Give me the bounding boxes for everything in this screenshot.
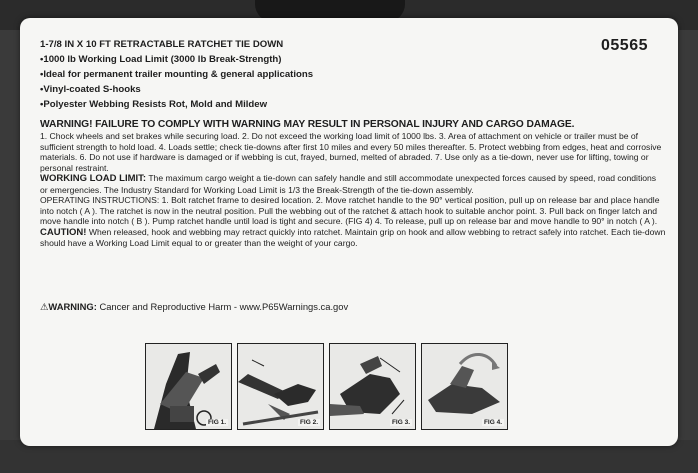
figure-label: FIG 2. bbox=[299, 419, 318, 426]
wll-text: The maximum cargo weight a tie-down can safely handle and still accommodate unexpected forces caused by speed, road conditions or emergencies. The Industry Standard for Working Load Limit is 1/3 the Break-Strength of the tie-down assembly. bbox=[40, 173, 657, 195]
p65-label: WARNING: bbox=[48, 301, 97, 312]
warning-triangle-icon: ⚠ bbox=[40, 301, 49, 312]
feature-item: • Ideal for permanent trailer mounting & general applications bbox=[40, 67, 313, 82]
hook-pull-illustration bbox=[238, 344, 323, 429]
instructions-block bbox=[40, 118, 666, 249]
ratchet-latch-illustration bbox=[330, 344, 415, 429]
caution-paragraph bbox=[40, 227, 666, 249]
prop65-warning bbox=[40, 301, 348, 313]
ratchet-pump-illustration bbox=[422, 344, 507, 429]
product-sku: 05565 bbox=[601, 37, 648, 54]
figure-label: FIG 1. bbox=[207, 419, 226, 426]
figure-1 bbox=[145, 343, 232, 430]
figure-label: FIG 4. bbox=[483, 419, 502, 426]
feature-item: • Polyester Webbing Resists Rot, Mold and Mildew bbox=[40, 97, 313, 112]
warning-text: 1. Chock wheels and set brakes while securing load. 2. Do not exceed the working load limit of 1000 lbs. 3. Area of attachment on vehicle or trailer must be of sufficient strength to hold load. 4. Loads settle; check tie-downs after first 10 miles and every 50 miles thereafter. 5. Protect webbing from edges, heat and corrosive materials. 6. Do not use if hardware is damaged or if webbing is cut, frayed, burned, melted of abraded. 7. Use only as a tie-down, never use for lifting, towing or personal restraint. bbox=[40, 131, 662, 173]
figure-4 bbox=[421, 343, 508, 430]
caution-label: CAUTION! bbox=[40, 226, 87, 238]
figure-2 bbox=[237, 343, 324, 430]
feature-item: • 1000 lb Working Load Limit (3000 lb Break-Strength) bbox=[40, 52, 313, 67]
figure-strip bbox=[145, 343, 595, 433]
feature-list bbox=[40, 52, 313, 112]
product-title: 1-7/8 IN X 10 FT RETRACTABLE RATCHET TIE DOWN bbox=[40, 39, 284, 50]
product-label-card bbox=[20, 18, 678, 446]
operating-instructions: OPERATING INSTRUCTIONS: 1. Bolt ratchet frame to desired location. 2. Move ratchet handle to the 90° vertical position, pull up on release bar and place handle into notch ( A ). The ratchet is now in the neutral position. Pull the webbing out of the ratchet & attach hook to suitable anchor point. 3. Pull back on finger latch and move handle into notch ( B ). Pump ratchet handle until load is tight and secure. (FIG 4) 4. To release, pull up on release bar and move handle to 90° in notch ( A ). bbox=[40, 195, 660, 226]
ratchet-hand-illustration bbox=[146, 344, 231, 429]
feature-item: • Vinyl-coated S-hooks bbox=[40, 82, 313, 97]
p65-text: Cancer and Reproductive Harm - www.P65Warnings.ca.gov bbox=[99, 301, 349, 312]
working-load-limit-paragraph bbox=[40, 173, 666, 195]
wll-label: WORKING LOAD LIMIT: bbox=[40, 173, 147, 184]
warning-heading: WARNING! FAILURE TO COMPLY WITH WARNING MAY RESULT IN PERSONAL INJURY AND CARGO DAMAGE. bbox=[40, 119, 575, 130]
caution-text: When released, hook and webbing may retract quickly into ratchet. Maintain grip on hook and allow webbing to retract safely into ratchet. Each tie-down should have a Working Load Limit equal to or greater than the weight of your cargo. bbox=[40, 226, 666, 248]
figure-label: FIG 3. bbox=[391, 419, 410, 426]
figure-3 bbox=[329, 343, 416, 430]
